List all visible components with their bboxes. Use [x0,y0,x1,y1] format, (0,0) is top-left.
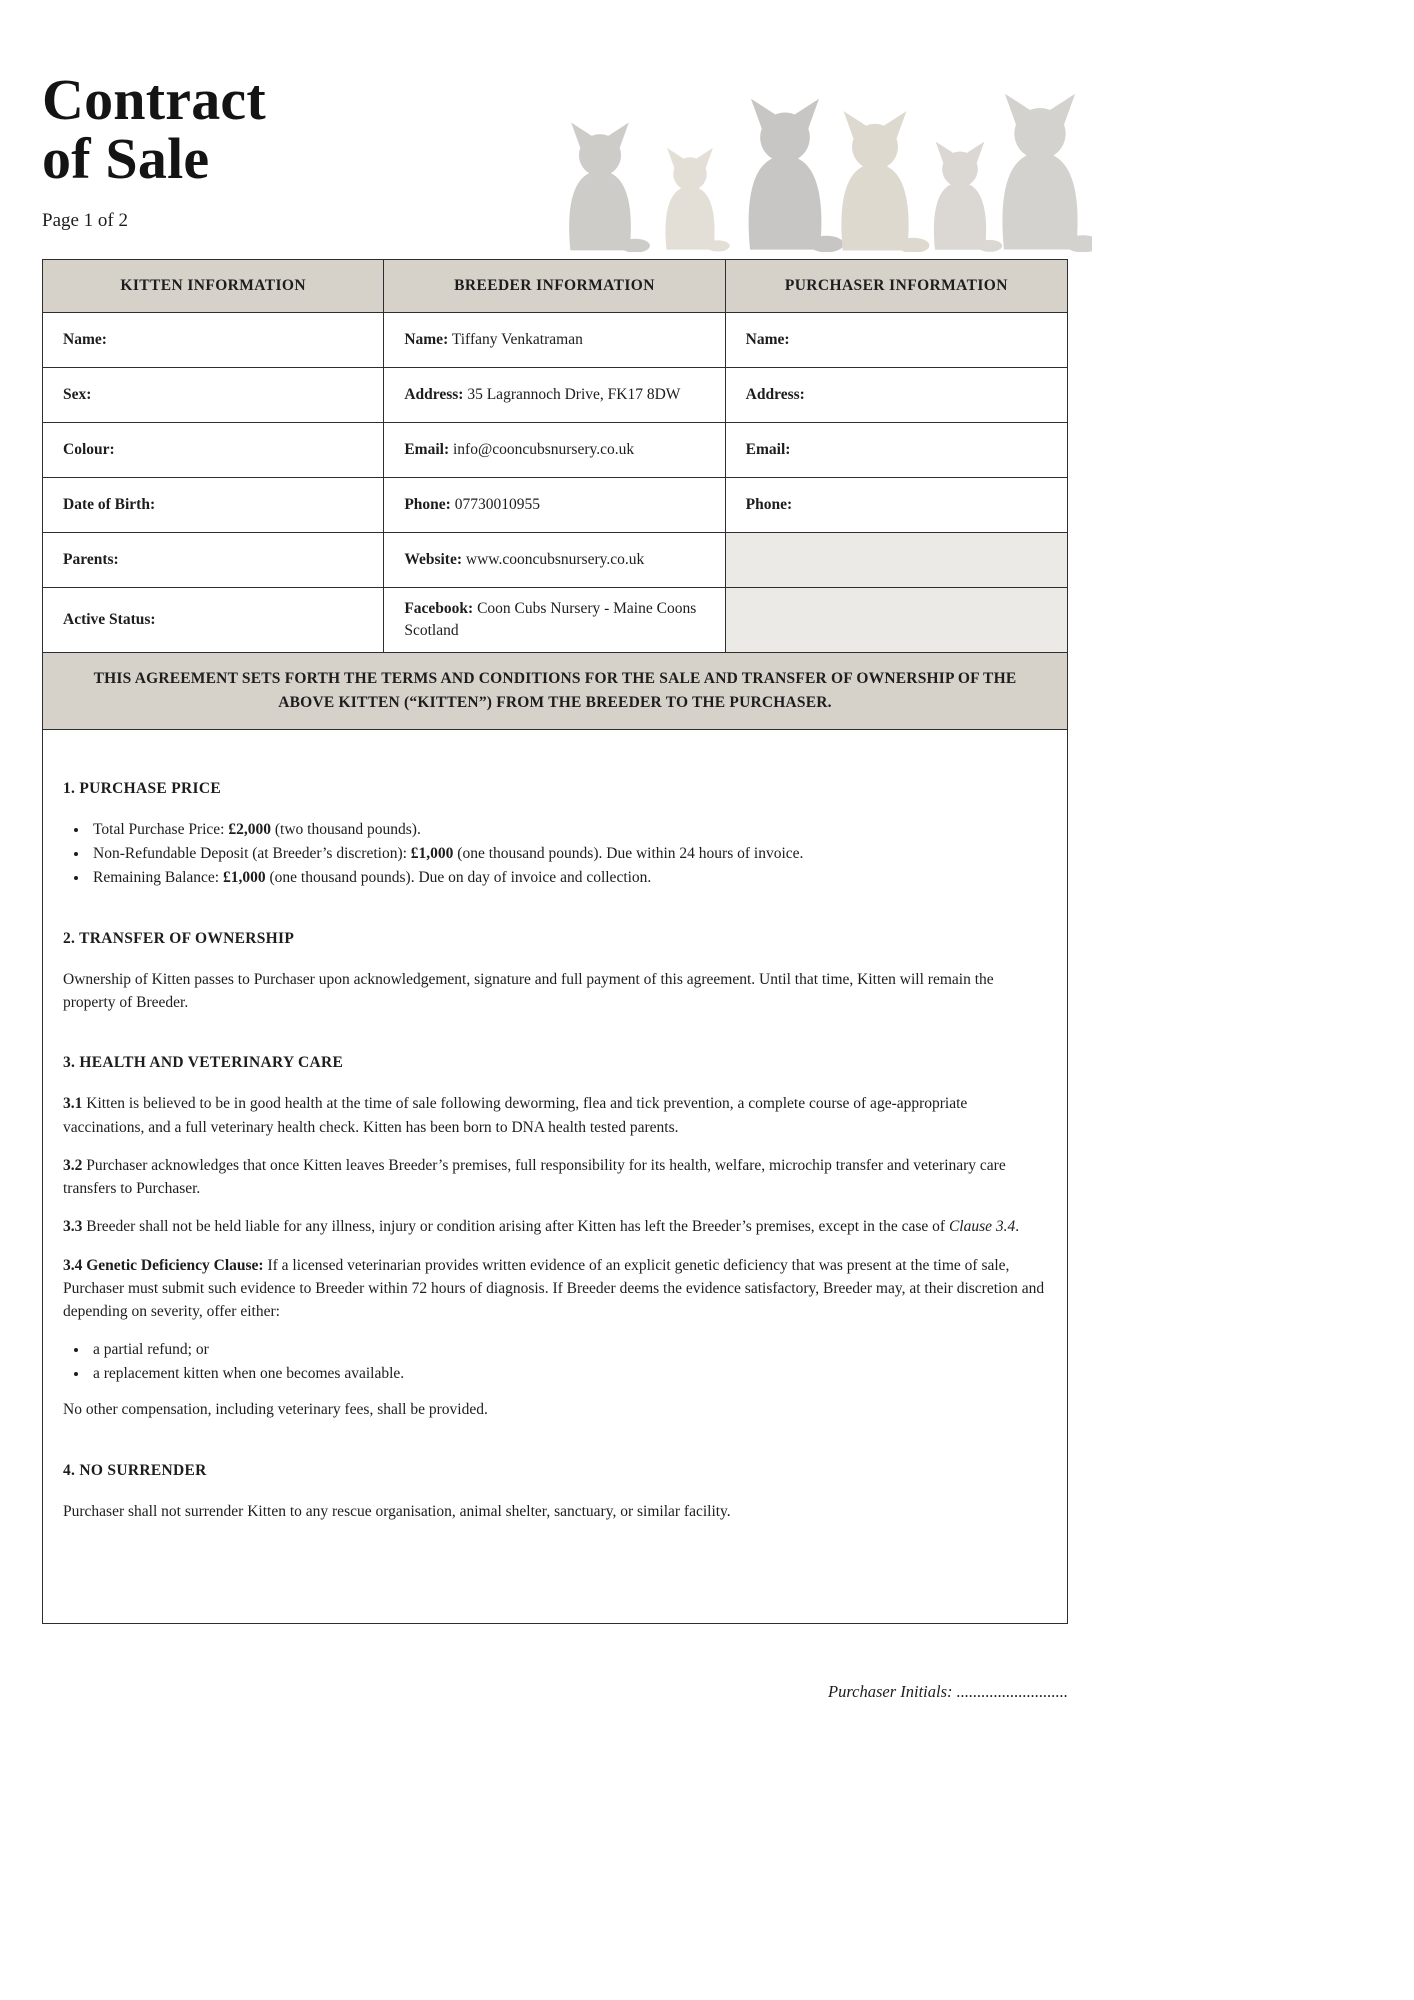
field-label: Website: [404,551,463,569]
contract-section [63,1054,1047,1421]
text-segment: Non-Refundable Deposit (at Breeder’s discretion): [93,844,411,862]
section-heading: 1. PURCHASE PRICE [63,779,221,797]
text-segment: Clause 3.4 [948,1218,1016,1236]
table-cell [43,312,384,367]
field-label: Parents: [63,551,119,569]
text-segment: If a licensed veterinarian provides written evidence of an explicit genetic deficiency that was present at the time of sale, Purchaser must submit such evidence to Breeder within 72 hours of diagnosis. If Breeder deems the evidence satisfactory, Breeder may, at their discretion and depending on severity, offer either: [63,1256,1045,1321]
text-segment: Ownership of Kitten passes to Purchaser upon acknowledgement, signature and full payment of this agreement. Until that time, Kitten will remain the property of Breeder. [63,970,994,1012]
bullet-item [89,818,1047,842]
field-label: Address: [404,386,464,404]
table-row [43,422,1067,477]
table-header-cell: KITTEN INFORMATION [43,260,384,312]
table-cell [43,367,384,422]
table-cell [43,477,384,532]
field-label: Date of Birth: [63,496,156,514]
text-segment: (one thousand pounds). Due within 24 hours of invoice. [453,844,804,862]
table-header-cell: BREEDER INFORMATION [384,260,725,312]
purchaser-initials-label: Purchaser Initials: [828,1681,953,1701]
section-heading: 3. HEALTH AND VETERINARY CARE [63,1054,344,1072]
table-cell [43,532,384,587]
paragraph [63,968,1047,1015]
bullet-item [89,1338,1047,1362]
document-content [42,0,1068,1702]
cell-content: Email: info@cooncubsnursery.co.uk [404,441,635,459]
cell-content [63,494,155,516]
field-label: Email: [404,441,450,459]
bullet-item [89,866,1047,890]
field-label: Colour: [63,441,115,459]
paragraph [63,1092,1047,1139]
paragraph [63,1500,1047,1523]
table-cell [726,312,1067,367]
text-segment: 3.3 [63,1218,83,1236]
paragraph [63,1215,1047,1238]
text-segment: Kitten is believed to be in good health at the time of sale following deworming, flea and tick prevention, a complete course of age-appropriate vaccinations, and a full veterinary health check. Kitten has been born to DNA health tested parents. [63,1095,968,1136]
footer [42,1682,1068,1702]
text-segment: Total Purchase Price: [93,820,229,838]
field-label: Phone: [404,496,451,514]
purchaser-initials-line: ........................... [952,1681,1068,1701]
page-title-line1: Contract [42,67,266,132]
text-segment: a partial refund; or [93,1341,209,1359]
field-label: Name: [745,331,790,349]
text-segment: £1,000 [223,868,266,886]
page-title-line2: of Sale [42,126,210,192]
table-cell [384,587,725,651]
agreement-banner: THIS AGREEMENT SETS FORTH THE TERMS AND CONDITIONS FOR THE SALE AND TRANSFER OF OWNERSHIP OF THE ABOVE KITTEN (“KITTEN”) FROM THE BREEDER TO THE PURCHASER. [42,653,1068,730]
bullet-item [89,842,1047,866]
table-cell [726,477,1067,532]
field-label: Active Status: [63,611,156,629]
page-number: Page 1 of 2 [42,210,129,232]
text-segment: 3.1 [63,1095,83,1113]
table-row [43,477,1067,532]
table-cell [384,532,725,587]
cell-content [746,329,790,351]
table-cell-empty [726,532,1067,587]
text-segment: . [1015,1218,1020,1236]
cell-content [63,609,156,631]
table-row [43,587,1067,651]
text-segment: £1,000 [410,844,454,862]
table-cell [43,587,384,651]
text-segment: Purchaser shall not surrender Kitten to any rescue organisation, animal shelter, sanctuary, or similar facility. [63,1502,731,1520]
text-segment: Remaining Balance: [93,868,223,886]
table-row [43,312,1067,367]
table-cell-empty [726,587,1067,651]
text-segment: 3.2 [63,1156,83,1174]
table-header-cell: PURCHASER INFORMATION [784,277,1008,295]
field-label: Address: [745,386,805,404]
text-segment: (one thousand pounds). Due on day of invoice and collection. [265,868,652,886]
field-label: Sex: [63,386,92,404]
table-cell [384,477,725,532]
page-title [42,67,1068,192]
table-cell [384,422,725,477]
cell-content [746,494,793,516]
section-heading: 2. TRANSFER OF OWNERSHIP [63,929,295,947]
cell-content [746,439,791,461]
table-cell [726,422,1067,477]
cell-content: Address: 35 Lagrannoch Drive, FK17 8DW [404,386,681,404]
text-segment: 3.4 Genetic Deficiency Clause: [63,1256,264,1274]
field-label: Email: [745,441,791,459]
paragraph [63,1254,1047,1324]
contract-section [63,930,1047,1015]
text-segment: No other compensation, including veterinary fees, shall be provided. [63,1401,488,1419]
terms-box [42,730,1068,1624]
cell-content [63,439,115,461]
bullet-list [63,1338,1047,1386]
bullet-item [89,1362,1047,1386]
information-table [42,259,1068,652]
contract-section [63,780,1047,890]
field-label: Phone: [745,496,793,514]
cell-content [746,384,805,406]
text-segment: (two thousand pounds). [271,820,421,838]
field-label: Name: [63,331,107,349]
bullet-list [63,818,1047,890]
field-label: Name: [404,331,449,349]
table-row [43,532,1067,587]
text-segment: Breeder shall not be held liable for any illness, injury or condition arising after Kitten has left the Breeder’s premises, except in the case of [82,1218,949,1236]
cell-content [63,549,119,571]
table-cell [726,367,1067,422]
text-segment: Purchaser acknowledges that once Kitten leaves Breeder’s premises, full responsibility for its health, welfare, microchip transfer and veterinary care transfers to Purchaser. [63,1156,1006,1198]
table-cell [43,422,384,477]
paragraph [63,1154,1047,1201]
table-row [43,367,1067,422]
cell-content [63,329,107,351]
cell-content: Name: Tiffany Venkatraman [404,331,583,349]
table-header-row [43,260,1067,312]
text-segment: a replacement kitten when one becomes available. [93,1365,405,1383]
table-cell [384,367,725,422]
section-heading: 4. NO SURRENDER [63,1461,207,1479]
cell-content: Phone: 07730010955 [404,496,540,514]
cell-content: Facebook: Coon Cubs Nursery - Maine Coons Scotland [404,600,697,639]
table-body [43,312,1067,651]
cell-content: Website: www.cooncubsnursery.co.uk [404,551,645,569]
text-segment: £2,000 [228,820,271,838]
paragraph [63,1398,1047,1421]
cell-content [63,384,91,406]
field-label: Facebook: [404,600,474,618]
contract-section [63,1462,1047,1523]
table-cell [384,312,725,367]
